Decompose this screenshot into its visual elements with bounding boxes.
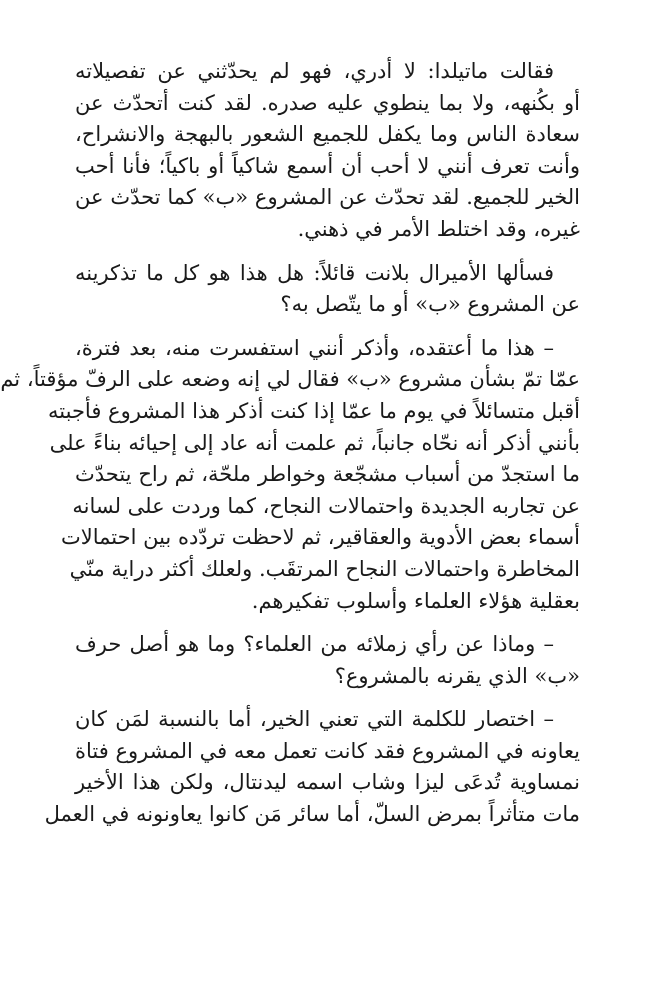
paragraph-colleagues-question [75, 629, 580, 692]
text-line: سعادة الناس وما يكفل للجميع الشعور بالبهجة والانشراح، [75, 122, 580, 147]
text-line: أسماء بعض الأدوية والعقاقير، ثم لاحظت تردّده بين احتمالات [61, 525, 580, 550]
text-line: – وماذا عن رأي زملائه من العلماء؟ وما هو أصل حرف [75, 632, 554, 657]
text-line: بأنني أذكر أنه نحّاه جانباً، ثم علمت أنه عاد إلى إحيائه بناءً على [49, 430, 580, 455]
text-line: مات متأثراً بمرض السلّ، أما سائر مَن كانوا يعاونونه في العمل [44, 802, 580, 827]
paragraph-project-recollection [0, 333, 580, 617]
text-line: عمّا تمّ بشأن مشروع «ب» فقال لي إنه وضعه على الرفّ مؤقتاً، ثم [0, 367, 580, 392]
book-page [2, 0, 653, 1000]
text-line: ما استجدّ من أسباب مشجّعة وخواطر ملحّة، ثم راح يتحدّث [75, 462, 580, 487]
text-line: الخير للجميع. لقد تحدّث عن المشروع «ب» كما تحدّث عن [75, 185, 580, 210]
paragraph-matilda-reply [75, 56, 580, 246]
text-line: – اختصار للكلمة التي تعني الخير، أما بالنسبة لمَن كان [75, 707, 554, 732]
text-line: وأنت تعرف أنني لا أحب أن أسمع شاكياً أو باكياً؛ فأنا أحب [75, 153, 580, 178]
paragraph-abbreviation-answer [44, 704, 580, 830]
text-line: فقالت ماتيلدا: لا أدري، فهو لم يحدّثني عن تفصيلاته [75, 59, 554, 83]
text-line: يعاونه في المشروع فقد كانت تعمل معه في المشروع فتاة [75, 738, 580, 763]
text-line: فسألها الأميرال بلانت قائلاً: هل هذا هو كل ما تذكرينه [75, 260, 554, 285]
text-line: أقبل متسائلاً في يوم ما عمّا إذا كنت أذكر هذا المشروع فأجبته [48, 398, 580, 423]
text-line: عن تجاربه الجديدة واحتمالات النجاح، كما وردت على لسانه [72, 493, 580, 518]
text-line: نمساوية تُدعَى ليزا وشاب اسمه ليدنتال، ولكن هذا الأخير [75, 770, 580, 795]
text-line: غيره، وقد اختلط الأمر في ذهني. [297, 216, 580, 241]
text-line: المخاطرة واحتمالات النجاح المرتقَب. ولعلك أكثر دراية منّي [69, 556, 580, 581]
paragraph-admiral-question [75, 258, 580, 321]
text-line: عن المشروع «ب» أو ما يتّصل به؟ [280, 292, 580, 317]
text-line: بعقلية هؤلاء العلماء وأسلوب تفكيرهم. [251, 588, 580, 613]
text-line: – هذا ما أعتقده، وأذكر أنني استفسرت منه، بعد فترة، [75, 335, 554, 360]
text-line: أو بكُنهه، ولا بما ينطوي عليه صدره. لقد كنت أتحدّث عن [75, 90, 580, 115]
text-line: «ب» الذي يقرنه بالمشروع؟ [334, 663, 580, 688]
